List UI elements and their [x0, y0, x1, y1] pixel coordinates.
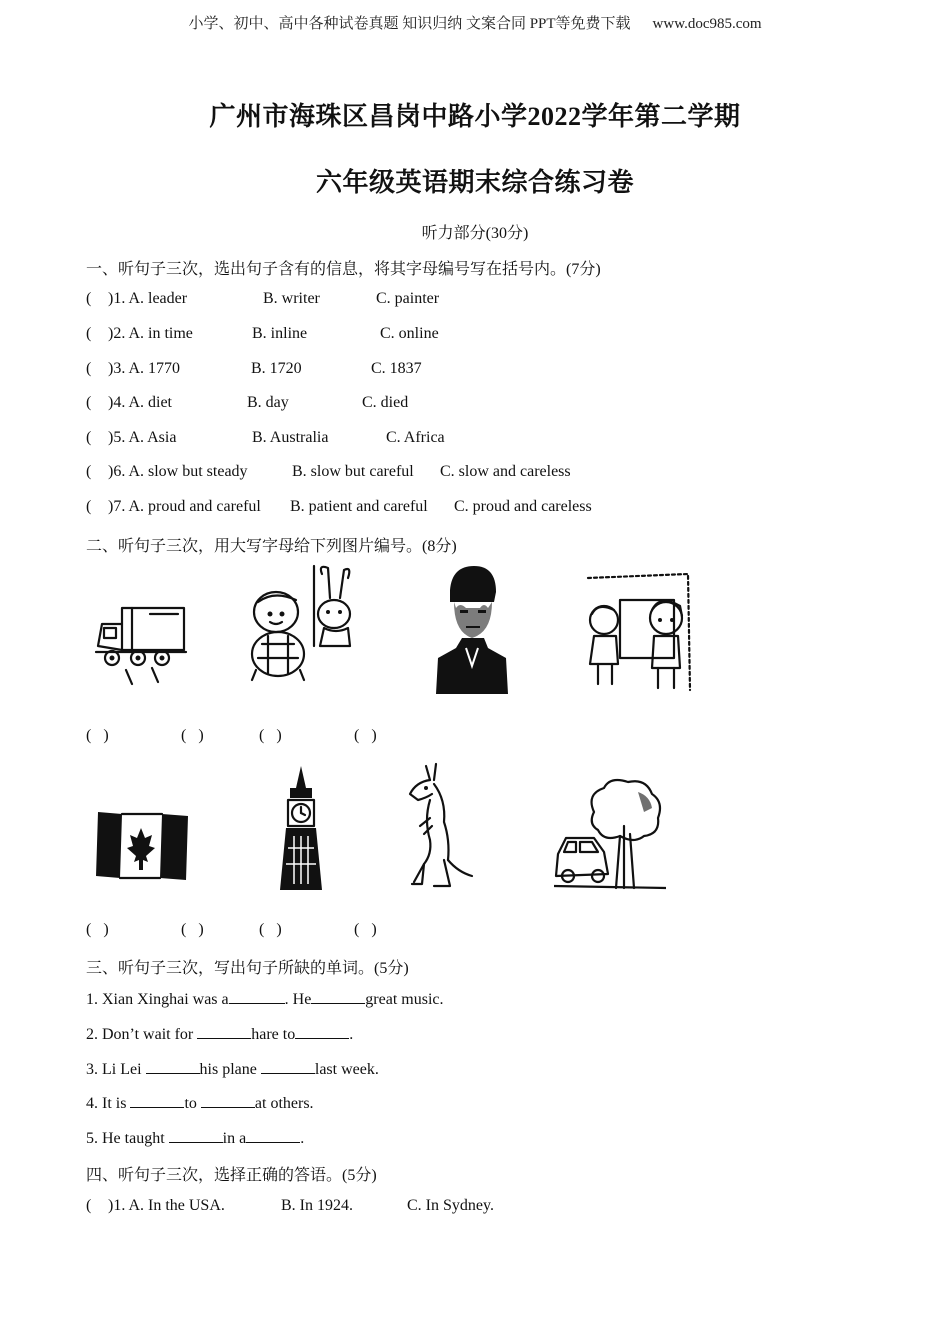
option-b: B. slow but careful — [292, 463, 414, 480]
option-a: )1. A. In the USA. — [108, 1197, 225, 1214]
option-c: C. slow and careless — [440, 463, 571, 480]
listening-part-label: 听力部分(30分) — [421, 225, 529, 242]
kangaroo-icon — [404, 760, 476, 890]
s3-line-4: 4. It is to at others. — [86, 1095, 314, 1112]
option-a: )1. A. leader — [108, 290, 188, 307]
blank-field[interactable] — [246, 1128, 300, 1143]
option-b: B. writer — [263, 290, 320, 307]
blank-field[interactable] — [229, 989, 285, 1004]
page-subtitle: 六年级英语期末综合练习卷 — [315, 168, 634, 197]
s3-line-1: 1. Xian Xinghai was a . He great music. — [86, 991, 444, 1008]
truck-sketch-icon — [92, 596, 192, 690]
header-text: 小学、初中、高中各种试卷真题 知识归纳 文案合同 PPT等免费下载 — [188, 16, 631, 32]
option-b: B. Australia — [252, 429, 329, 446]
option-b: B. day — [247, 394, 289, 411]
option-a: )4. A. diet — [108, 394, 172, 411]
option-a: )7. A. proud and careful — [108, 498, 261, 515]
answer-slot-1[interactable]: ( ) — [86, 727, 109, 744]
option-b: B. inline — [252, 325, 308, 342]
big-ben-icon — [276, 764, 326, 892]
answer-slot-6[interactable]: ( ) — [181, 921, 204, 938]
option-a: )6. A. slow but steady — [108, 463, 248, 480]
page-title: 广州市海珠区昌岗中路小学2022学年第二学期 — [209, 102, 741, 131]
car-and-tree-icon — [554, 776, 666, 890]
option-a: )2. A. in time — [108, 325, 193, 342]
option-b: B. 1720 — [251, 360, 302, 377]
blank-field[interactable] — [197, 1024, 251, 1039]
option-c: C. proud and careless — [454, 498, 592, 515]
option-c: C. In Sydney. — [407, 1197, 494, 1214]
two-kids-talking-icon — [584, 564, 696, 694]
blank-field[interactable] — [146, 1059, 200, 1074]
answer-slot-8[interactable]: ( ) — [354, 921, 377, 938]
answer-slot-4[interactable]: ( ) — [354, 727, 377, 744]
page-header — [0, 12, 950, 33]
option-b: B. patient and careful — [290, 498, 428, 515]
blank-field[interactable] — [201, 1093, 255, 1108]
blank-field[interactable] — [130, 1093, 184, 1108]
blank-field[interactable] — [295, 1024, 349, 1039]
section1-heading: 一、听句子三次，选出句子含有的信息，将其字母编号写在括号内。(7分) — [86, 261, 601, 278]
section2-heading: 二、听句子三次，用大写字母给下列图片编号。(8分) — [86, 538, 457, 555]
answer-slot-2[interactable]: ( ) — [181, 727, 204, 744]
option-c: C. painter — [376, 290, 440, 307]
option-c: C. Africa — [386, 429, 445, 446]
answer-slot-7[interactable]: ( ) — [259, 921, 282, 938]
section4-heading: 四、听句子三次，选择正确的答语。(5分) — [86, 1167, 377, 1184]
portrait-photo-icon — [436, 562, 508, 694]
s3-line-3: 3. Li Lei his plane last week. — [86, 1061, 379, 1078]
canada-flag-icon — [94, 808, 190, 880]
s3-line-2: 2. Don’t wait for hare to . — [86, 1026, 354, 1043]
option-c: C. online — [380, 325, 439, 342]
header-site-link[interactable]: www.doc985.com — [652, 16, 762, 32]
blank-field[interactable] — [261, 1059, 315, 1074]
option-b: B. In 1924. — [281, 1197, 353, 1214]
option-c: C. 1837 — [371, 360, 422, 377]
section3-heading: 三、听句子三次，写出句子所缺的单词。(5分) — [86, 960, 409, 977]
tortoise-and-hare-icon — [244, 562, 356, 684]
s3-line-5: 5. He taught in a . — [86, 1130, 305, 1147]
option-a: )3. A. 1770 — [108, 360, 180, 377]
answer-slot-5[interactable]: ( ) — [86, 921, 109, 938]
option-a: )5. A. Asia — [108, 429, 177, 446]
option-c: C. died — [362, 394, 409, 411]
blank-field[interactable] — [169, 1128, 223, 1143]
answer-slot-3[interactable]: ( ) — [259, 727, 282, 744]
blank-field[interactable] — [311, 989, 365, 1004]
